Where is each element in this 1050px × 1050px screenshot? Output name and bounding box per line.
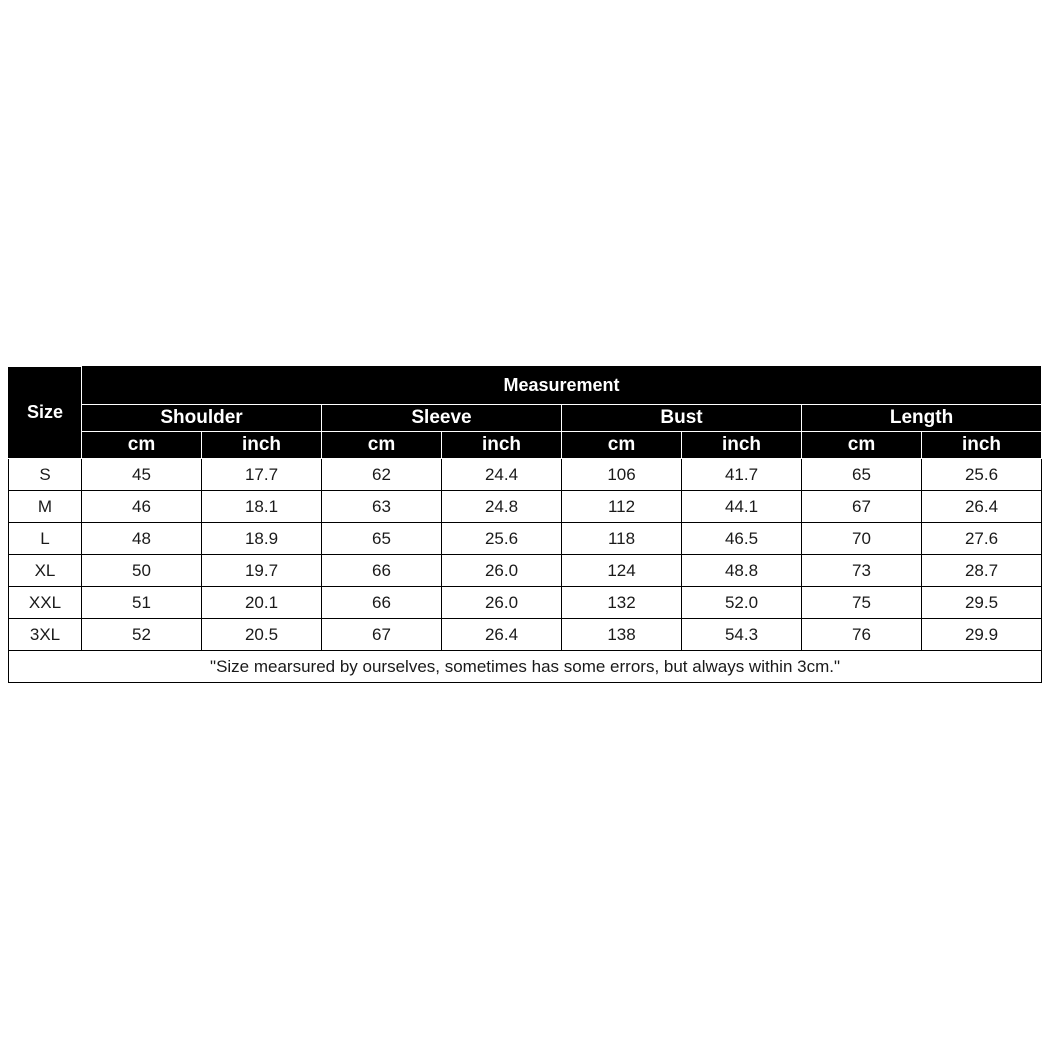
length-cm-cell: 75 [802,587,922,619]
shoulder-inch-cell: 17.7 [202,459,322,491]
group-header-length: Length [802,405,1042,432]
shoulder-inch-cell: 18.1 [202,491,322,523]
measurement-header: Measurement [82,367,1042,405]
bust-inch-cell: 48.8 [682,555,802,587]
table-header [9,367,1042,459]
size-column-header: Size [9,367,82,459]
length-inch-cell: 26.4 [922,491,1042,523]
sleeve-inch-cell: 26.0 [442,587,562,619]
length-cm-cell: 76 [802,619,922,651]
bust-inch-cell: 52.0 [682,587,802,619]
group-header-shoulder: Shoulder [82,405,322,432]
sleeve-inch-cell: 26.4 [442,619,562,651]
length-inch-cell: 29.5 [922,587,1042,619]
length-cm-cell: 67 [802,491,922,523]
unit-header-length-inch: inch [922,432,1042,459]
sleeve-inch-cell: 24.4 [442,459,562,491]
length-inch-cell: 29.9 [922,619,1042,651]
shoulder-cm-cell: 50 [82,555,202,587]
shoulder-cm-cell: 45 [82,459,202,491]
table-row [9,459,1042,491]
bust-cm-cell: 124 [562,555,682,587]
unit-header-sleeve-cm: cm [322,432,442,459]
shoulder-inch-cell: 19.7 [202,555,322,587]
bust-inch-cell: 54.3 [682,619,802,651]
shoulder-cm-cell: 52 [82,619,202,651]
sleeve-cm-cell: 63 [322,491,442,523]
bust-inch-cell: 46.5 [682,523,802,555]
unit-header-sleeve-inch: inch [442,432,562,459]
shoulder-inch-cell: 18.9 [202,523,322,555]
length-inch-cell: 27.6 [922,523,1042,555]
sleeve-cm-cell: 66 [322,587,442,619]
length-inch-cell: 25.6 [922,459,1042,491]
unit-header-bust-inch: inch [682,432,802,459]
size-cell: XL [9,555,82,587]
unit-header-shoulder-cm: cm [82,432,202,459]
measurement-note: "Size mearsured by ourselves, sometimes has some errors, but always within 3cm." [9,651,1042,683]
shoulder-cm-cell: 46 [82,491,202,523]
shoulder-cm-cell: 51 [82,587,202,619]
unit-header-shoulder-inch: inch [202,432,322,459]
bust-inch-cell: 44.1 [682,491,802,523]
bust-cm-cell: 132 [562,587,682,619]
note-row [9,651,1042,683]
group-header-sleeve: Sleeve [322,405,562,432]
length-cm-cell: 65 [802,459,922,491]
unit-header-bust-cm: cm [562,432,682,459]
header-row-units [9,432,1042,459]
size-chart-table [8,366,1042,683]
sleeve-inch-cell: 25.6 [442,523,562,555]
bust-inch-cell: 41.7 [682,459,802,491]
header-row-measurement [9,367,1042,405]
sleeve-cm-cell: 67 [322,619,442,651]
table-row [9,523,1042,555]
length-inch-cell: 28.7 [922,555,1042,587]
length-cm-cell: 70 [802,523,922,555]
size-cell: XXL [9,587,82,619]
table-body [9,459,1042,683]
shoulder-inch-cell: 20.5 [202,619,322,651]
sleeve-cm-cell: 66 [322,555,442,587]
shoulder-inch-cell: 20.1 [202,587,322,619]
size-cell: L [9,523,82,555]
size-cell: M [9,491,82,523]
sleeve-inch-cell: 24.8 [442,491,562,523]
sleeve-cm-cell: 65 [322,523,442,555]
bust-cm-cell: 112 [562,491,682,523]
group-header-bust: Bust [562,405,802,432]
bust-cm-cell: 118 [562,523,682,555]
bust-cm-cell: 138 [562,619,682,651]
shoulder-cm-cell: 48 [82,523,202,555]
table-row [9,555,1042,587]
length-cm-cell: 73 [802,555,922,587]
unit-header-length-cm: cm [802,432,922,459]
size-cell: S [9,459,82,491]
table-row [9,491,1042,523]
table-row [9,587,1042,619]
sleeve-cm-cell: 62 [322,459,442,491]
table-row [9,619,1042,651]
sleeve-inch-cell: 26.0 [442,555,562,587]
bust-cm-cell: 106 [562,459,682,491]
header-row-groups [9,405,1042,432]
size-cell: 3XL [9,619,82,651]
